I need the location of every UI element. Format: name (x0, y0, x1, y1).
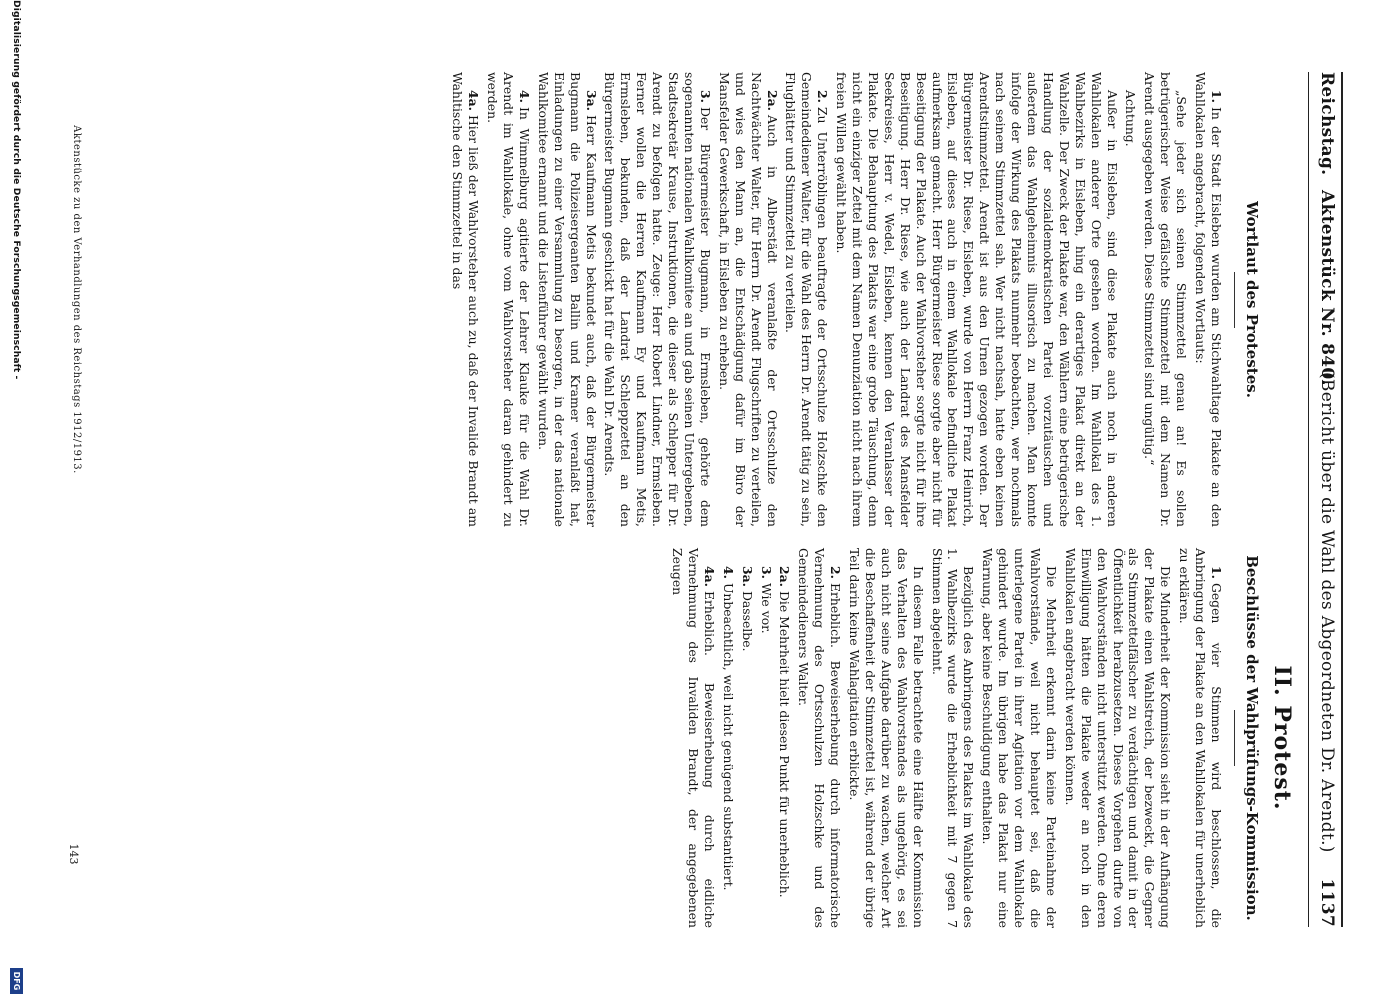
paragraph (739, 548, 755, 928)
paragraph-text: Bezüglich des Anbringens des Plakats im Wahllokale des 1. Wahlbezirks wurde die Erheblichkeit mit 7 gegen 7 Stimmen abgelehnt. (929, 548, 977, 928)
paragraph (484, 72, 532, 527)
paragraph-text: Dasselbe. (739, 590, 755, 652)
paragraph (449, 72, 481, 527)
paragraph (846, 548, 926, 928)
paragraph-text: In Wimmelburg agitierte der Lehrer Klauke für die Wahl Dr. Arendt im Wahllokale, ohne vom Wahlvorsteher daran gehindert zu werden. (485, 72, 532, 527)
protest-heading: II. Protest. (1269, 665, 1295, 811)
right-heading-rule (1234, 710, 1235, 766)
paragraph-text: In diesem Falle betrachtete eine Hälfte der Kommission das Verhalten des Wahlvorstandes als ungehörig, es sei auch nicht seine Aufgabe darüber zu wachen, welcher Art die Beschaffenheit der Stimmzettel ist, während der übrige Teil darin keine Wahlagitation erblickte. (847, 548, 926, 928)
paragraph-number: 2. (828, 566, 844, 579)
paragraph-number: 1. (1209, 566, 1224, 579)
paragraph (979, 548, 1059, 928)
paragraph-text: Unbeachtlich, weil nicht genügend substantiiert. (720, 582, 736, 891)
paragraph-text: Zu Unterröblingen beauftragte der Ortsschulze Holzschke den Gemeindediener Walter, für die Wahl des Herrn Dr. Arendt tätig zu sein, Flugblätter und Stimmzettel zu verteilen. (783, 72, 831, 527)
paragraph (929, 548, 977, 928)
protest-text-column (446, 72, 1295, 527)
paragraph (783, 72, 831, 527)
paragraph-text: Gegen vier Stimmen wird beschlossen, die Anbringung der Plakate an den Wahllokalen für unerheblich zu erklären. (1177, 548, 1224, 928)
paragraph (716, 72, 780, 527)
paragraph-number: 2a. (777, 566, 793, 587)
paragraph-number: 3a. (583, 90, 599, 111)
paragraph-number: 3. (758, 566, 774, 579)
paragraph (720, 548, 736, 928)
paragraph (1192, 72, 1224, 527)
paragraph-number: 2a. (764, 90, 780, 111)
paragraph-text: „Sehe jeder sich seinen Stimmzettel genau an! Es sollen betrügerischer Weise gefälschte Stimmzettel mit dem Namen Dr. Arendt ausgegeben werden. Diese Stimmzettel sind ungültig.“ (1142, 72, 1190, 527)
dfg-logo: DFG (10, 968, 23, 994)
paragraph-text: Erheblich. Beweiserhebung durch informatorische Vernehmung des Ortsschulzen Holzschke und des Gemeindedieners Walter. (796, 548, 844, 928)
commission-column (666, 548, 1295, 928)
paragraph (777, 548, 793, 928)
header-reichstag: Reichstag. (1317, 72, 1337, 176)
paragraph-number: 4. (720, 566, 736, 579)
paragraph (602, 72, 713, 527)
commission-heading: Beschlüsse der Wahlprüfungs-Kommission. (1243, 555, 1261, 921)
top-rule (1341, 72, 1343, 927)
left-heading: Wortlaut des Protestes. (1243, 201, 1261, 398)
footer-note: Aktenstücke zu den Verhandlungen des Reichstags 1912/1913. (71, 125, 82, 474)
header-page-number: 1137 (1317, 878, 1337, 927)
paragraph-text: Außer in Eisleben, sind diese Plakate auch noch in anderen Wahllokalen anderer Orte gesehen worden. Im Wahllokal des 1. Wahlbezirks in Eisleben, hing ein derartiges Plakat direkt an der Wahlzelle. Der Zweck der Plakate war, den Wählern eine betrügerische Handlung der sozialdemokratischen Partei vorzutäuschen und außerdem das Wahlgeheimnis illusorisch zu machen. Man konnte infolge der Wirkung des Plakats nunmehr beobachten, wer nochmals nach seinem Stimmzettel sah. Wer nicht nachsah, hatte eben keinen Arendtstimmzettel. Arendt ist aus den Urnen gezogen worden. Der Bürgermeister Dr. Riese, Eisleben, wurde von Herrn Franz Heinrich, Eisleben, auf dieses auch in einem Wahllokale befindliche Plakat aufmerksam gemacht. Herr Bürgermeister Riese sorgte aber nicht für Beseitigung der Plakate. Auch der Wahlvorsteher sorgte nicht für ihre Beseitigung. Herr Dr. Riese, wie auch der Landrat des Mansfelder Seekreises, Herr v. Wedel, Eisleben, kennen den Veranlasser der Plakate. Die Behauptung des Plakats war eine grobe Täuschung, denn nicht ein einziger Zettel mit dem Namen Denunziation nicht nach ihrem freien Willen gewählt haben. (834, 72, 1120, 527)
paragraph-number: 1. (1209, 90, 1224, 103)
left-heading-rule (1234, 272, 1235, 328)
header-rule (1308, 72, 1309, 927)
paragraph-text: Achtung. (1123, 90, 1139, 147)
paragraph (795, 548, 843, 928)
paragraph (833, 72, 1119, 527)
left-paragraphs (449, 72, 1224, 527)
paragraph-text: Erheblich. Beweiserhebung durch eidliche Vernehmung des Invaliden Brandt, der angegebenen Zeugen (670, 548, 717, 928)
paragraph (669, 548, 717, 928)
right-paragraphs (669, 548, 1224, 928)
paragraph-text: Der Bürgermeister Bugmann, in Ermsleben, gehörte dem sogenannten nationalen Wahlkomitee an und gab seinen Untergebenen, Stadtsekretär Krause, Instruktionen, die dieser als Schlepper für Dr. Arendt zu befolgen hatte. Zeuge: Herr Robert Lindner, Ermsleben. Ferner wollen die Herren Kaufmann Ey und Kaufmann Metis, Ermsleben, bekunden, daß der Landrat Schleppzettel an den Bürgermeister Bugmann geschickt hat für die Wahl Dr. Arendts. (602, 72, 713, 527)
paragraph (1062, 548, 1173, 928)
paragraph-text: Wie vor. (758, 582, 774, 634)
paragraph-text: Die Minderheit der Kommission sieht in der Aufhängung der Plakate einen Wahlstreich, der bezweckt, die Gegner als Stimmzettelfälscher zu verdächtigen und damit in der Öffentlichkeit herabzusetzen. Dieses Vorgehen durfte von den Wahlvorständen nicht unterstützt werden. Ohne deren Einwilligung hätten die Plakate weder an noch in den Wahllokalen angebracht werden können. (1062, 548, 1174, 928)
footer-number: 143 (67, 843, 80, 865)
digitization-note: Digitalisierung gefördert durch die Deutsche Forschungsgemeinschaft - (11, 0, 22, 380)
header-aktenstueck: Aktenstück Nr. 840. (1317, 190, 1337, 386)
paragraph-text: Auch in Alberstädt veranlaßte der Ortsschulze den Nachtwächter Walter, für Herrn Dr. Arendt Flugschriften zu verteilen, und wies den Mann an, die Entschädigung dafür im Büro der Mansfelder Gewerkschaft, in Eisleben zu erheben. (716, 72, 780, 527)
paragraph (1176, 548, 1224, 928)
paragraph (535, 72, 599, 527)
paragraph (1141, 72, 1189, 527)
paragraph-number: 3a. (739, 566, 755, 587)
paragraph-number: 4a. (466, 90, 482, 111)
paragraph-number: 4a. (701, 566, 717, 587)
header-title: (Bericht über die Wahl des Abgeordneten Dr. Arendt.) (1317, 372, 1337, 853)
paragraph (1123, 72, 1139, 527)
paragraph-text: Hier ließ der Wahlvorsteher auch zu, daß der Invalide Brandt am Wahltische den Stimmzettel in das (450, 72, 482, 527)
page-header (1309, 72, 1339, 927)
paragraph-text: Herr Kaufmann Metis bekundet auch, daß der Bürgermeister Bugmann die Polizeisergeanten Ballin und Kramer veranlaßt hat, Einladungen zu einer Versammlung zu besorgen, in der das nationale Wahlkomitee ernannt und die Listenführer gewählt wurden. (535, 72, 599, 527)
paragraph-text: Die Mehrheit hielt diesen Punkt für unerheblich. (777, 590, 793, 898)
paragraph-number: 4. (516, 90, 532, 103)
paragraph-text: In der Stadt Eisleben wurden am Stichwahltage Plakate an den Wahllokalen angebracht, folgenden Wortlauts: (1193, 72, 1224, 527)
paragraph-number: 2. (815, 90, 831, 103)
paragraph-text: Die Mehrheit erkennt darin keine Parteinahme der Wahlvorstände, weil nicht behauptet sei, daß die unterlegene Partei in ihrer Agitation vor dem Wahllokale gehindert wurde. Im übrigen habe das Plakat nur eine Warnung, aber keine Beschuldigung enthalten. (980, 548, 1059, 928)
paragraph (758, 548, 774, 928)
paragraph-number: 3. (697, 90, 713, 103)
